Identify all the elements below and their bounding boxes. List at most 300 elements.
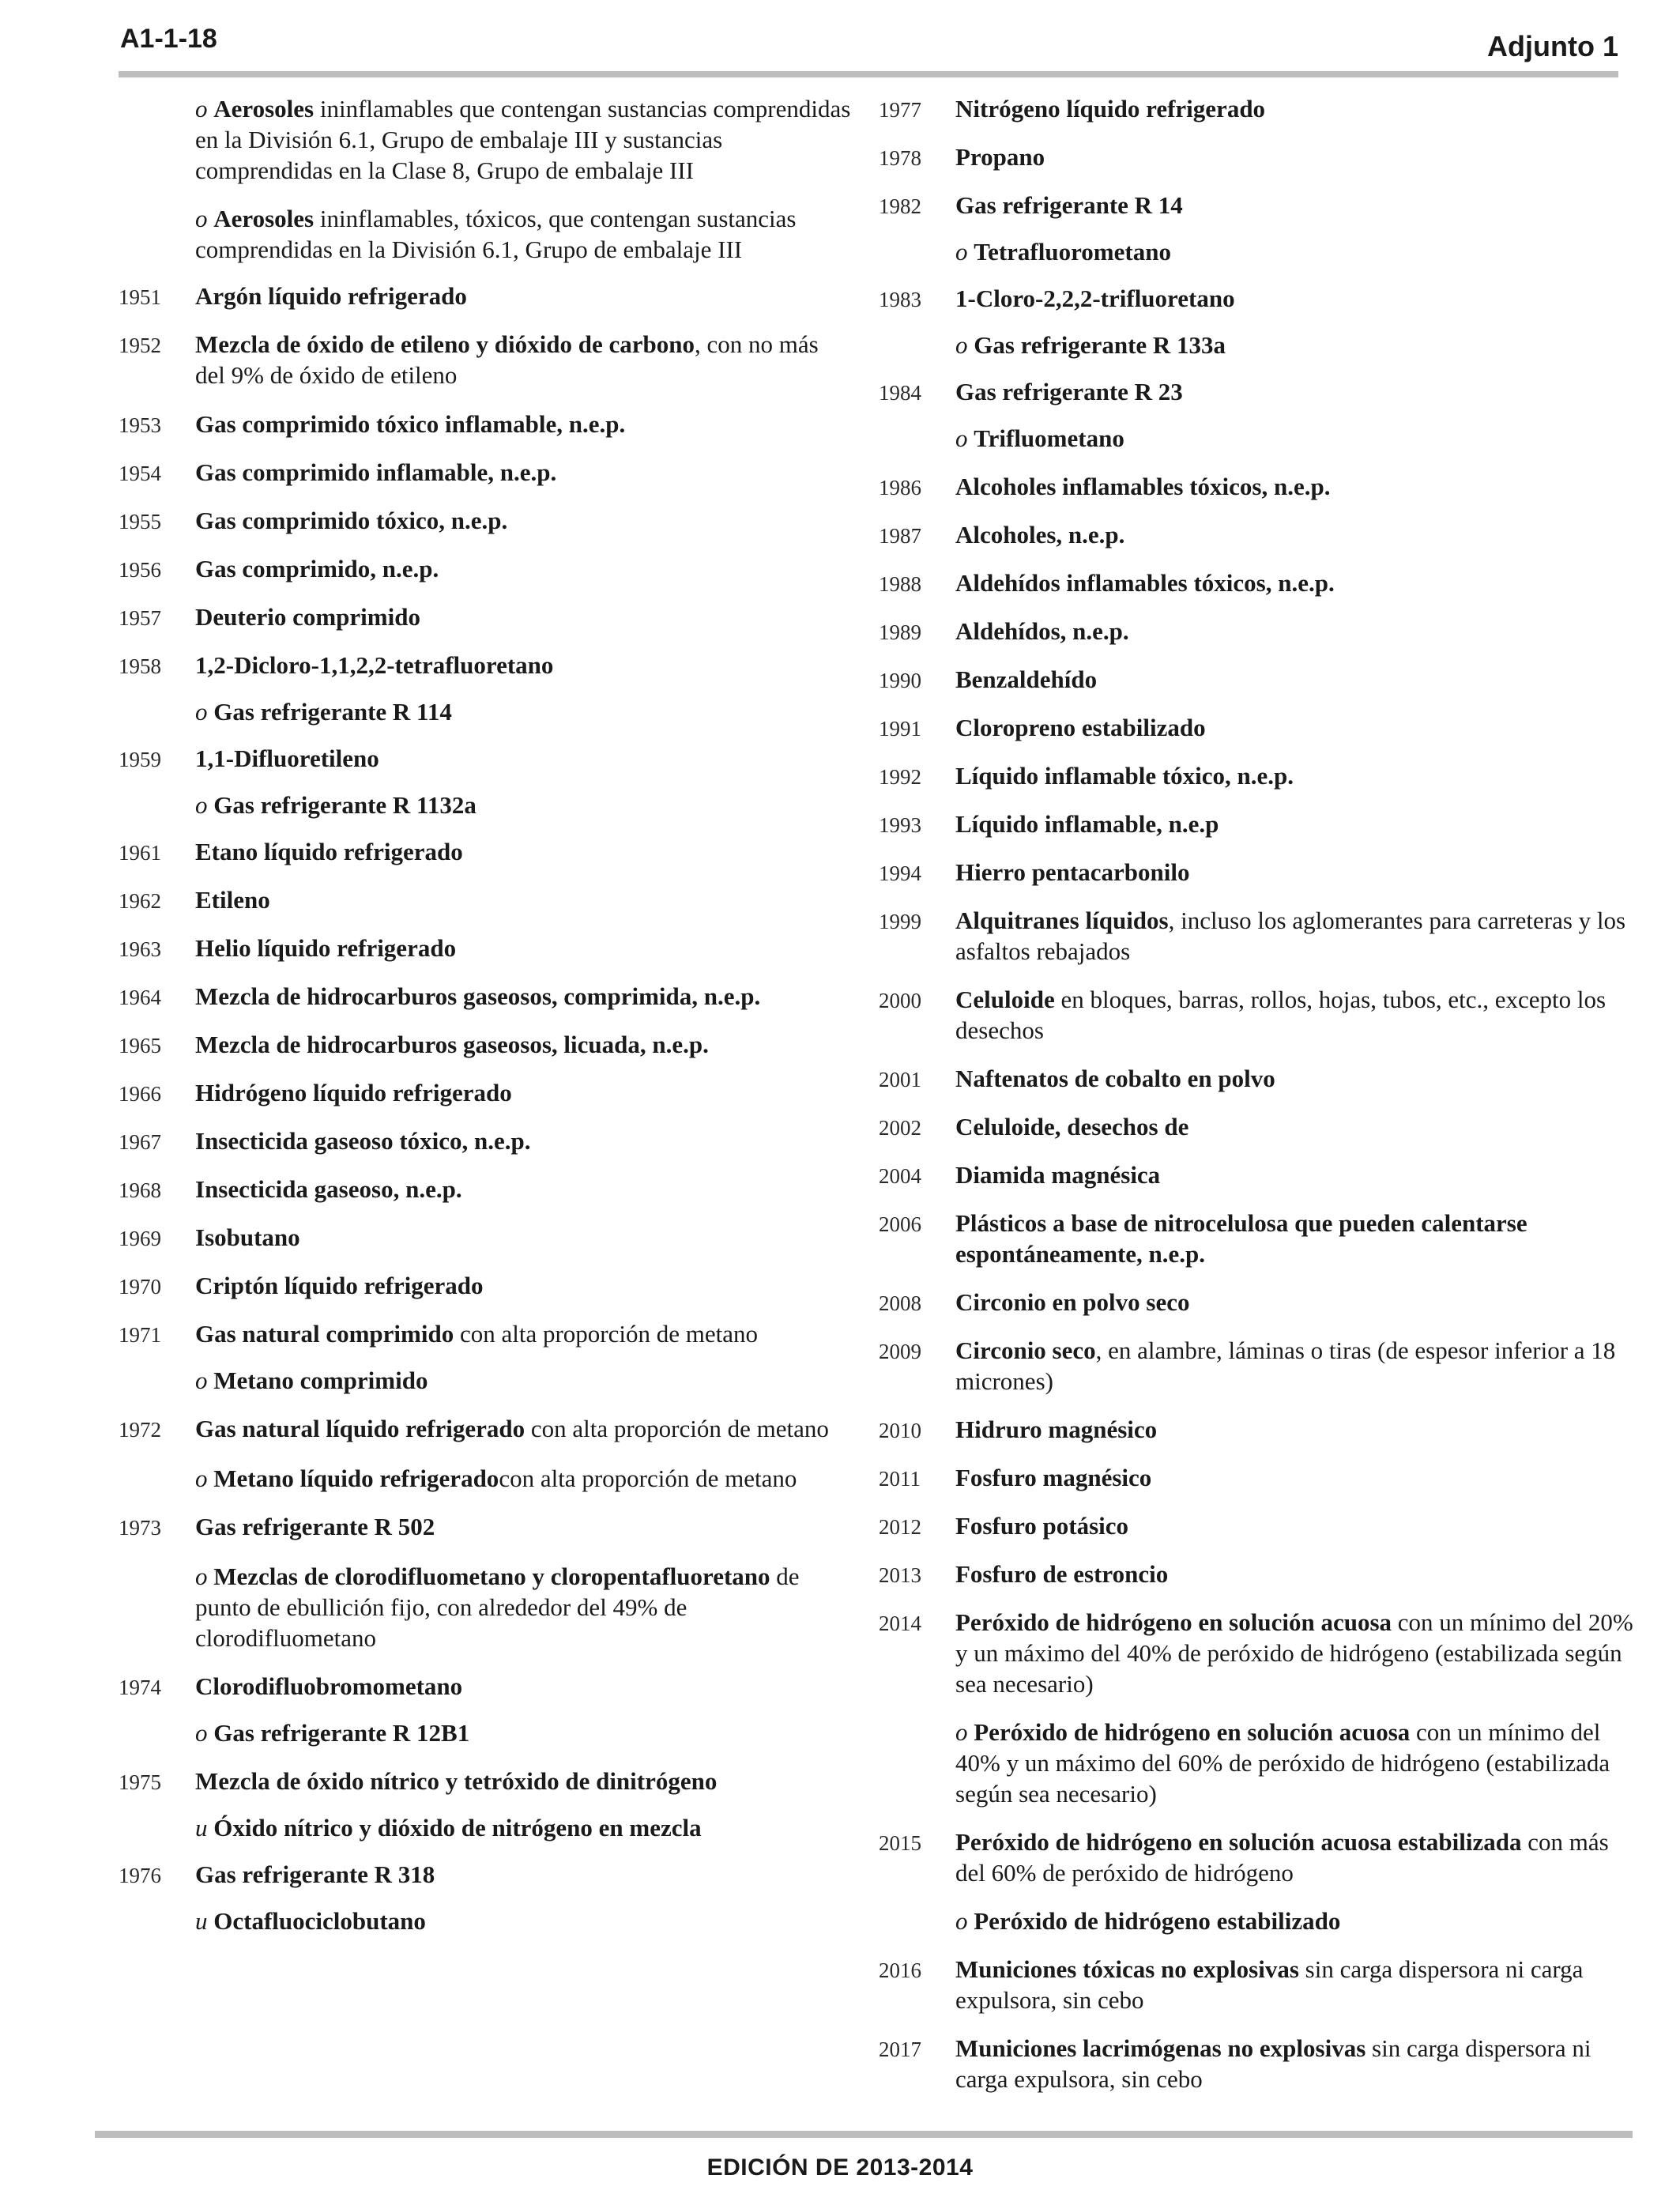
substance-name: Peróxido de hidrógeno en solución acuosa estabilizada [955,1828,1522,1856]
entry-text [955,1208,1637,1269]
substance-name: Metano comprimido [213,1367,428,1394]
substance-name: Aerosoles [213,205,315,232]
alternate-name-entry [119,1717,853,1748]
un-entry [879,905,1637,967]
un-entry [119,329,853,390]
un-number: 1993 [879,813,921,837]
un-number: 1952 [119,334,161,357]
un-number: 1959 [119,748,161,771]
substance-name: Gas refrigerante R 133a [974,331,1226,359]
substance-name: Mezcla de óxido nítrico y tetróxido de dinitrógeno [195,1767,718,1795]
entry-text [195,1906,853,1936]
un-number: 2009 [879,1340,921,1363]
un-number [119,696,195,698]
alternate-name-entry [119,93,853,186]
substance-description: ininflamables, tóxicos, que contengan sustancias comprendidas en la División 6.1, Grupo de embalaje III [195,205,797,263]
substance-name: Trifluometano [974,424,1124,452]
un-entry [879,616,1637,648]
un-number: 1989 [879,620,921,644]
un-entry [879,283,1637,315]
substance-description: de punto de ebullición fijo, con alrededor del 49% de clorodifluometano [195,1563,800,1652]
substance-name: Gas comprimido inflamable, n.e.p. [195,458,557,486]
entry-text [195,409,853,439]
substance-description: , con no más del 9% de óxido de etileno [195,330,819,389]
entry-text [955,283,1637,314]
un-number: 2012 [879,1515,921,1539]
un-number: 1973 [119,1516,161,1540]
substance-name: Aldehídos, n.e.p. [955,617,1129,645]
conjunction: o [955,1907,968,1935]
entry-text [195,1413,853,1444]
entry-text [955,809,1637,839]
substance-name: Gas comprimido, n.e.p. [195,555,439,582]
un-number: 1958 [119,654,161,678]
entry-text [195,696,853,727]
substance-name: Municiones tóxicas no explosivas [955,1955,1299,1983]
un-number: 1968 [119,1178,161,1202]
entry-text [955,1414,1637,1445]
un-number: 2013 [879,1563,921,1587]
entry-text [955,1335,1637,1397]
un-number: 1975 [119,1770,161,1794]
un-number: 1988 [879,572,921,596]
substance-name: 1-Cloro-2,2,2-trifluoretano [955,285,1235,312]
substance-name: Líquido inflamable, n.e.p [955,810,1219,838]
un-entry [119,981,853,1013]
un-number: 1971 [119,1323,161,1347]
un-entry [879,664,1637,696]
un-entry [879,93,1637,126]
entry-text [955,984,1637,1046]
substance-name: Criptón líquido refrigerado [195,1272,484,1299]
un-number [879,330,955,331]
entry-text [955,1159,1637,1190]
entry-text [195,1766,853,1796]
substance-name: Alcoholes inflamables tóxicos, n.e.p. [955,473,1331,500]
un-entry [879,760,1637,793]
un-number: 2006 [879,1212,921,1236]
un-number: 1983 [879,288,921,311]
un-entry [119,743,853,775]
un-entry [879,1607,1637,1699]
entry-text [195,457,853,488]
un-number: 1994 [879,861,921,885]
substance-name: Isobutano [195,1223,300,1251]
entry-text [955,1462,1637,1493]
un-entry [879,984,1637,1046]
entry-text [955,330,1637,360]
un-entry [879,141,1637,174]
un-entry [879,1510,1637,1543]
entry-text [195,203,853,265]
substance-name: Diamida magnésica [955,1161,1161,1189]
un-entry [119,1671,853,1703]
entry-text [955,1111,1637,1142]
entry-text [195,650,853,680]
substance-description: sin carga dispersora ni carga expulsora, sin cebo [955,1955,1584,2014]
un-number: 1982 [879,194,921,218]
conjunction: o [195,1367,208,1394]
un-number: 1964 [119,986,161,1009]
substance-description: con un mínimo del 40% y un máximo del 60% de peróxido de hidrógeno (estabilizada según sea necesario) [955,1718,1610,1808]
conjunction: o [195,1563,208,1590]
substance-name: Gas natural comprimido [195,1320,454,1348]
un-number [119,1561,195,1563]
un-number: 2000 [879,989,921,1012]
un-number [879,423,955,424]
right-column [879,93,1637,2094]
un-entry [119,1174,853,1206]
substance-name: Circonio en polvo seco [955,1288,1190,1316]
un-entry [119,933,853,965]
un-number: 1956 [119,558,161,582]
un-number [879,1717,955,1718]
un-number: 1965 [119,1034,161,1057]
un-number: 1992 [879,765,921,789]
un-entry [879,1287,1637,1319]
entry-text [955,2033,1637,2094]
un-number: 2010 [879,1419,921,1442]
entry-text [195,329,853,390]
un-number [119,1365,195,1367]
un-number [119,1812,195,1814]
un-number: 1990 [879,669,921,692]
conjunction: o [195,698,208,726]
un-number: 1976 [119,1864,161,1887]
substance-name: Celuloide [955,986,1055,1013]
un-entry [879,712,1637,745]
entry-text [955,1717,1637,1809]
alternate-name-entry [879,423,1637,454]
un-entry [119,1077,853,1110]
un-entry [119,601,853,634]
un-number [119,203,195,205]
substance-name: Gas comprimido tóxico, n.e.p. [195,507,508,534]
substance-name: Gas natural líquido refrigerado [195,1415,525,1442]
un-entry [119,884,853,917]
header-rule [119,71,1618,77]
conjunction: o [195,205,208,232]
substance-name: Metano líquido refrigerado [213,1465,499,1492]
un-number [119,1463,195,1465]
un-number: 2004 [879,1164,921,1188]
entry-text [955,1826,1637,1888]
un-number: 1977 [879,98,921,122]
entry-text [195,1812,853,1843]
substance-name: Insecticida gaseoso tóxico, n.e.p. [195,1127,531,1155]
un-entry [879,857,1637,889]
un-number: 1953 [119,413,161,437]
substance-name: Aerosoles [213,95,315,123]
un-number: 1984 [879,381,921,405]
substance-description: ininflamables que contengan sustancias comprendidas en la División 6.1, Grupo de embalaje III y sustancias comprendidas en la Clase 8, Grupo de embalaje III [195,95,851,184]
entry-text [195,553,853,584]
un-entry [119,505,853,537]
left-column [119,93,853,1936]
entry-text [955,423,1637,454]
entry-text [955,567,1637,598]
un-entry [879,190,1637,222]
un-entry [119,1766,853,1798]
entry-text [955,1559,1637,1589]
alternate-name-entry [119,1561,853,1653]
entry-text [195,1511,853,1542]
un-entry [119,1029,853,1061]
un-entry [119,1318,853,1351]
edition-footer: EDICIÓN DE 2013-2014 [706,2154,974,2181]
un-number: 2008 [879,1291,921,1315]
entry-text [955,1607,1637,1699]
substance-name: Gas refrigerante R 23 [955,378,1183,405]
substance-name: Hidruro magnésico [955,1416,1158,1443]
substance-name: 1,1-Difluoretileno [195,745,379,772]
substance-description: , incluso los aglomerantes para carreteras y los asfaltos rebajados [955,907,1626,965]
un-entry [879,1063,1637,1095]
un-number: 1967 [119,1130,161,1154]
un-entry [879,376,1637,409]
substance-name: Naftenatos de cobalto en polvo [955,1065,1275,1092]
alternate-name-entry [879,1717,1637,1809]
conjunction: o [195,1719,208,1747]
entry-text [955,1287,1637,1318]
conjunction: o [955,331,968,359]
substance-name: Hidrógeno líquido refrigerado [195,1079,512,1106]
un-number: 1986 [879,476,921,499]
entry-text [195,836,853,867]
alternate-name-entry [879,236,1637,267]
entry-text [195,1561,853,1653]
conjunction: o [955,424,968,452]
un-entry [879,1559,1637,1591]
conjunction: o [195,95,208,123]
substance-name: Gas refrigerante R 1132a [213,791,477,819]
substance-name: Fosfuro de estroncio [955,1560,1169,1588]
un-number: 1970 [119,1275,161,1299]
un-entry [879,1159,1637,1192]
alternate-name-entry [119,696,853,727]
un-number: 2011 [879,1467,921,1491]
substance-name: Mezclas de clorodifluometano y cloropentafluoretano [213,1563,770,1590]
un-entry [119,1222,853,1254]
entry-text [195,1463,853,1494]
entry-text [195,743,853,774]
substance-name: Fosfuro magnésico [955,1464,1152,1491]
substance-description: con un mínimo del 20% y un máximo del 40% de peróxido de hidrógeno (estabilizada según sea necesario) [955,1608,1633,1698]
un-number [119,790,195,791]
substance-name: Clorodifluobromometano [195,1672,463,1700]
entry-text [195,93,853,186]
entry-text [195,1365,853,1396]
entry-text [955,712,1637,743]
substance-name: Gas refrigerante R 114 [213,698,452,726]
un-number [119,93,195,95]
entry-text [955,1954,1637,2015]
substance-name: Mezcla de óxido de etileno y dióxido de carbono [195,330,695,358]
entry-text [955,519,1637,550]
un-entry [879,519,1637,552]
entry-text [955,664,1637,695]
un-number: 1987 [879,524,921,548]
entry-text [195,1029,853,1060]
alternate-name-entry [119,1906,853,1936]
substance-name: Propano [955,143,1045,171]
substance-name: Insecticida gaseoso, n.e.p. [195,1175,462,1203]
substance-name: Fosfuro potásico [955,1512,1129,1540]
entry-text [195,1222,853,1253]
un-entry [879,1414,1637,1446]
un-number [879,236,955,238]
un-entry [119,650,853,682]
entry-text [955,857,1637,888]
substance-description: , en alambre, láminas o tiras (de espesor inferior a 18 micrones) [955,1336,1616,1395]
entry-text [195,981,853,1012]
un-entry [879,1208,1637,1269]
substance-name: Municiones lacrimógenas no explosivas [955,2034,1366,2062]
entry-text [955,616,1637,647]
substance-description: sin carga dispersora ni carga expulsora, sin cebo [955,2034,1591,2093]
conjunction: o [195,1465,208,1492]
substance-name: Etano líquido refrigerado [195,838,463,865]
un-number [879,1906,955,1907]
un-entry [119,836,853,869]
conjunction: o [955,1718,968,1746]
entry-text [955,905,1637,967]
un-number: 2001 [879,1068,921,1091]
substance-name: Alcoholes, n.e.p. [955,521,1125,548]
substance-name: Aldehídos inflamables tóxicos, n.e.p. [955,569,1335,597]
un-entry [879,1462,1637,1495]
substance-name: Hierro pentacarbonilo [955,858,1190,886]
entry-text [195,1270,853,1301]
entry-text [195,933,853,963]
substance-description: con alta proporción de metano [499,1465,797,1492]
alternate-name-entry [879,1906,1637,1936]
un-entry [879,2033,1637,2094]
substance-description: con más del 60% de peróxido de hidrógeno [955,1828,1609,1887]
entry-text [195,1125,853,1156]
entry-text [195,1859,853,1890]
un-number: 1963 [119,937,161,961]
substance-name: Cloropreno estabilizado [955,714,1206,741]
substance-name: Gas refrigerante R 12B1 [213,1719,470,1747]
un-entry [119,553,853,586]
un-entry [119,1413,853,1446]
un-entry [119,1859,853,1891]
un-number: 2015 [879,1831,921,1855]
un-entry [879,809,1637,841]
substance-name: Alquitranes líquidos [955,907,1169,934]
substance-name: Mezcla de hidrocarburos gaseosos, licuada, n.e.p. [195,1031,709,1058]
entry-text [955,1906,1637,1936]
entry-text [195,281,853,311]
substance-name: Gas comprimido tóxico inflamable, n.e.p. [195,410,626,438]
un-number: 1955 [119,510,161,533]
substance-name: Deuterio comprimido [195,603,420,631]
substance-name: Peróxido de hidrógeno estabilizado [974,1907,1341,1935]
substance-name: Octafluociclobutano [213,1907,426,1935]
substance-name: Gas refrigerante R 318 [195,1860,435,1888]
alternate-name-entry [119,790,853,820]
un-number: 1974 [119,1676,161,1699]
substance-name: Nitrógeno líquido refrigerado [955,95,1266,123]
un-number [119,1717,195,1719]
un-entry [119,281,853,313]
un-entry [119,1125,853,1158]
conjunction: o [195,791,208,819]
alternate-name-entry [119,1365,853,1396]
un-entry [119,409,853,441]
un-number: 1951 [119,285,161,309]
un-number: 1962 [119,889,161,913]
entry-text [195,884,853,915]
entry-text [955,236,1637,267]
substance-name: Peróxido de hidrógeno en solución acuosa [974,1718,1411,1746]
substance-name: Óxido nítrico y dióxido de nitrógeno en mezcla [213,1814,702,1842]
substance-name: Mezcla de hidrocarburos gaseosos, comprimida, n.e.p. [195,982,761,1010]
substance-name: Tetrafluorometano [974,238,1171,266]
un-entry [119,1270,853,1302]
entry-text [955,1063,1637,1094]
substance-name: Circonio seco [955,1336,1096,1364]
un-entry [119,457,853,489]
un-number: 1969 [119,1227,161,1250]
un-number: 1999 [879,910,921,933]
substance-name: Gas refrigerante R 14 [955,191,1183,219]
un-entry [119,1511,853,1544]
page-code: A1-1-18 [120,24,217,54]
substance-name: Etileno [195,886,270,914]
entry-text [955,471,1637,502]
un-number: 1978 [879,146,921,170]
entry-text [195,1174,853,1204]
un-number: 1972 [119,1418,161,1442]
footer-rule [95,2131,1633,2138]
entry-text [195,790,853,820]
un-entry [879,1111,1637,1144]
un-number: 2002 [879,1116,921,1140]
substance-description: con alta proporción de metano [525,1415,829,1442]
substance-description: con alta proporción de metano [454,1320,759,1348]
entry-text [955,760,1637,791]
un-number: 1966 [119,1082,161,1106]
substance-description: en bloques, barras, rollos, hojas, tubos, etc., excepto los desechos [955,986,1607,1044]
un-number: 2016 [879,1958,921,1982]
substance-name: Celuloide, desechos de [955,1113,1189,1140]
entry-text [955,141,1637,172]
conjunction: u [195,1814,208,1842]
entry-text [195,1717,853,1748]
substance-name: Benzaldehído [955,665,1098,693]
entry-text [195,1318,853,1349]
alternate-name-entry [119,1463,853,1494]
substance-name: Líquido inflamable tóxico, n.e.p. [955,762,1294,790]
substance-name: Peróxido de hidrógeno en solución acuosa [955,1608,1392,1636]
un-number: 1954 [119,462,161,485]
un-entry [879,471,1637,503]
entry-text [955,1510,1637,1541]
un-number [119,1906,195,1907]
annex-title: Adjunto 1 [1487,30,1618,62]
alternate-name-entry [119,1812,853,1843]
entry-text [955,93,1637,124]
entry-text [195,505,853,536]
un-entry [879,1954,1637,2015]
substance-name: Helio líquido refrigerado [195,934,457,962]
substance-name: Gas refrigerante R 502 [195,1513,435,1540]
un-number: 2017 [879,2038,921,2061]
entry-text [955,376,1637,407]
un-number: 1957 [119,606,161,630]
